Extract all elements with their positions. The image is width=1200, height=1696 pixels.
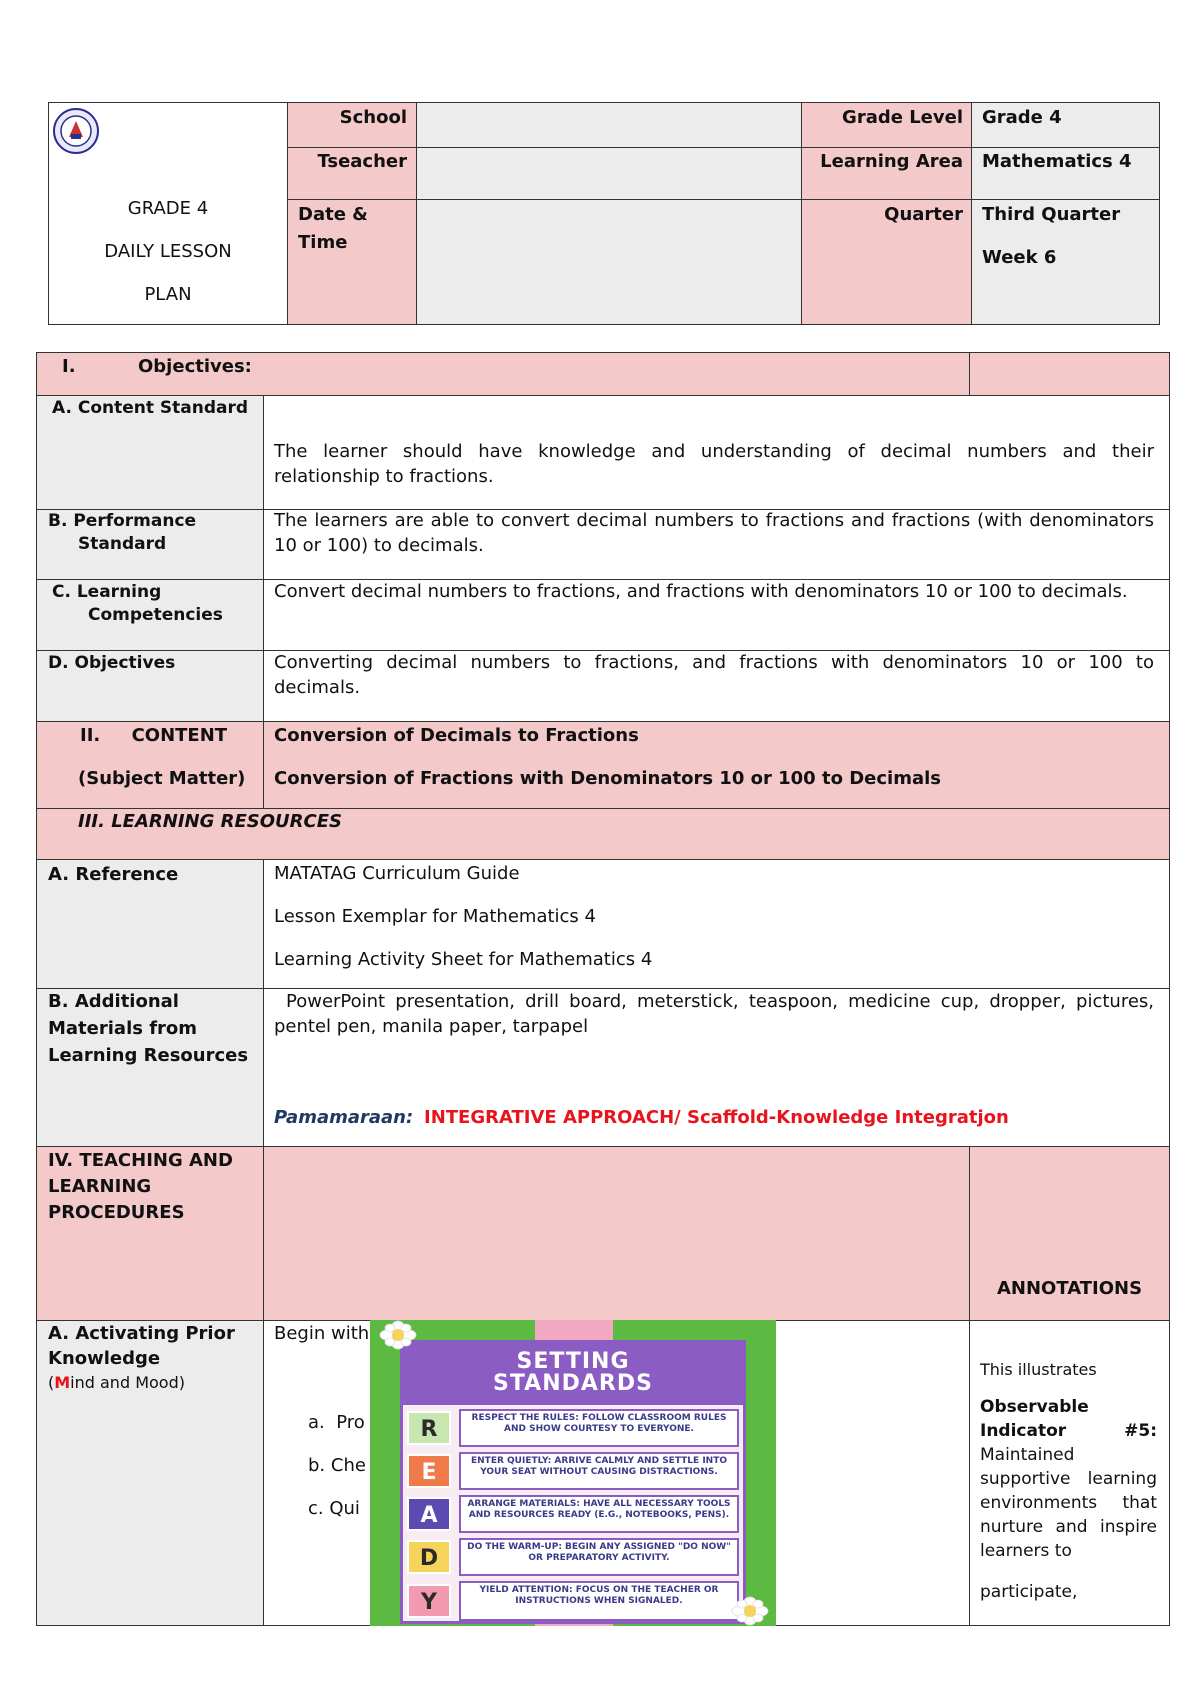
poster-letter-a: A	[407, 1497, 451, 1531]
performance-text: The learners are able to convert decimal numbers to fractions and fractions (with denominators 10 or 100) to decimals.	[274, 510, 1154, 556]
content-standard-label: A. Content Standard	[52, 398, 249, 418]
learning-area-value: Mathematics 4	[982, 151, 1132, 172]
indicator-tail: participate,	[980, 1582, 1078, 1602]
resources-heading: III. LEARNING RESOURCES	[78, 811, 342, 832]
poster-rule-a-text: ARRANGE MATERIALS: HAVE ALL NECESSARY TOOLS AND RESOURCES READY (E.G., NOTEBOOKS, PENS).	[459, 1495, 739, 1533]
week-value: Week 6	[982, 247, 1057, 268]
reference-item-1: MATATAG Curriculum Guide	[274, 863, 520, 884]
dlp-title-line1: DAILY LESSON	[104, 241, 232, 262]
mind-and-mood	[48, 1370, 185, 1395]
poster-letter-d: D	[407, 1540, 451, 1574]
mind-rest: ind and Mood)	[70, 1373, 185, 1392]
teacher-label: Tseacher	[317, 151, 407, 172]
learning-area-label: Learning Area	[820, 151, 963, 172]
poster-rule-r-text: RESPECT THE RULES: FOLLOW CLASSROOM RULES AND SHOW COURTESY TO EVERYONE.	[459, 1409, 739, 1447]
grade-level-label: Grade Level	[842, 107, 963, 128]
content-line-1: Conversion of Decimals to Fractions	[274, 725, 639, 746]
activating-label-1: A. Activating Prior	[48, 1323, 235, 1344]
objectives-label: D. Objectives	[48, 653, 176, 673]
deped-seal-logo	[52, 107, 100, 155]
date-label: Date &	[298, 204, 368, 225]
poster-letter-y: Y	[407, 1584, 451, 1618]
poster-title	[403, 1343, 743, 1405]
school-label: School	[339, 107, 407, 128]
time-label: Time	[298, 232, 348, 253]
poster-board	[400, 1340, 746, 1624]
performance-label-1: B. Performance	[48, 511, 197, 531]
mind-open: (	[48, 1373, 55, 1392]
poster-rule-d-text: DO THE WARM-UP: BEGIN ANY ASSIGNED "DO NOW" OR PREPARATORY ACTIVITY.	[459, 1538, 739, 1576]
competencies-text: Convert decimal numbers to fractions, and fractions with denominators 10 or 100 to decimals.	[274, 581, 1128, 602]
method-value: INTEGRATIVE APPROACH/ Scaffold-Knowledge Integratjon	[424, 1107, 1009, 1128]
objectives-heading: Objectives:	[138, 356, 252, 377]
indicator-text: Maintained supportive learning environments that nurture and inspire learners to	[980, 1445, 1157, 1561]
activating-label-2: Knowledge	[48, 1348, 161, 1369]
reference-label: A. Reference	[48, 864, 179, 885]
date-value-field[interactable]	[416, 199, 802, 325]
procedure-item-b: b. Che	[308, 1455, 366, 1476]
competencies-label-1: C. Learning	[52, 582, 162, 602]
indicator-label: Observable	[980, 1397, 1089, 1417]
annotation-intro: This illustrates	[980, 1360, 1097, 1379]
teacher-value-field[interactable]	[416, 147, 802, 200]
procedures-cell	[263, 1146, 970, 1321]
poster-title-line2: STANDARDS	[493, 1371, 653, 1396]
school-value-field[interactable]	[416, 102, 802, 148]
quarter-value: Third Quarter	[982, 204, 1121, 225]
reference-item-3: Learning Activity Sheet for Mathematics 4	[274, 949, 653, 970]
additional-text: PowerPoint presentation, drill board, meterstick, teaspoon, medicine cup, dropper, pictures, pentel pen, manila paper, tarpapel	[274, 991, 1154, 1037]
objectives-text: Converting decimal numbers to fractions, and fractions with denominators 10 or 100 to decimals.	[274, 652, 1154, 698]
annotations-label: ANNOTATIONS	[996, 1278, 1143, 1299]
quarter-label: Quarter	[884, 204, 963, 225]
procedures-label-2: LEARNING	[48, 1176, 152, 1197]
flower-icon	[376, 1320, 420, 1350]
poster-rule-e-text: ENTER QUIETLY: ARRIVE CALMLY AND SETTLE INTO YOUR SEAT WITHOUT CAUSING DISTRACTIONS.	[459, 1452, 739, 1490]
poster-rule-a	[407, 1495, 739, 1533]
poster-rule-y	[407, 1581, 739, 1621]
grade-title: GRADE 4	[127, 198, 209, 219]
content-line-2: Conversion of Fractions with Denominators 10 or 100 to Decimals	[274, 768, 941, 789]
grade-level-value: Grade 4	[982, 107, 1062, 128]
content-standard-text: The learner should have knowledge and understanding of decimal numbers and their relationship to fractions.	[274, 441, 1154, 487]
poster-letter-e: E	[407, 1454, 451, 1488]
begin-text: Begin with	[274, 1323, 370, 1344]
indicator-num: #5:	[1124, 1421, 1157, 1441]
method-label: Pamamaraan:	[274, 1107, 414, 1128]
procedures-label-1: IV. TEACHING AND	[48, 1150, 233, 1171]
procedures-label-3: PROCEDURES	[48, 1202, 185, 1223]
reference-item-2: Lesson Exemplar for Mathematics 4	[274, 906, 596, 927]
subject-matter-label: (Subject Matter)	[78, 768, 246, 789]
procedure-item-a: a. Pro	[308, 1412, 365, 1433]
procedure-item-c: c. Qui	[308, 1498, 360, 1519]
additional-label-1: B. Additional	[48, 991, 179, 1012]
dlp-title-line2: PLAN	[144, 284, 192, 305]
flower-icon-bottom	[728, 1596, 772, 1626]
competencies-label-2: Competencies	[88, 605, 223, 625]
indicator-label-2: Indicator	[980, 1421, 1067, 1441]
poster-rule-r	[407, 1409, 739, 1447]
poster-rule-d	[407, 1538, 739, 1576]
setting-standards-poster	[370, 1320, 776, 1626]
poster-title-line1: SETTING	[516, 1349, 630, 1374]
objectives-heading-right	[969, 352, 1170, 396]
poster-letter-r: R	[407, 1411, 451, 1445]
content-label: II. CONTENT	[80, 725, 228, 746]
additional-label-3: Learning Resources	[48, 1045, 249, 1066]
additional-label-2: Materials from	[48, 1018, 198, 1039]
objectives-heading-num: I.	[62, 356, 76, 377]
poster-rule-e	[407, 1452, 739, 1490]
performance-label-2: Standard	[78, 534, 167, 554]
mind-m: M	[54, 1373, 71, 1392]
poster-rule-y-text: YIELD ATTENTION: FOCUS ON THE TEACHER OR INSTRUCTIONS WHEN SIGNALED.	[459, 1581, 739, 1621]
